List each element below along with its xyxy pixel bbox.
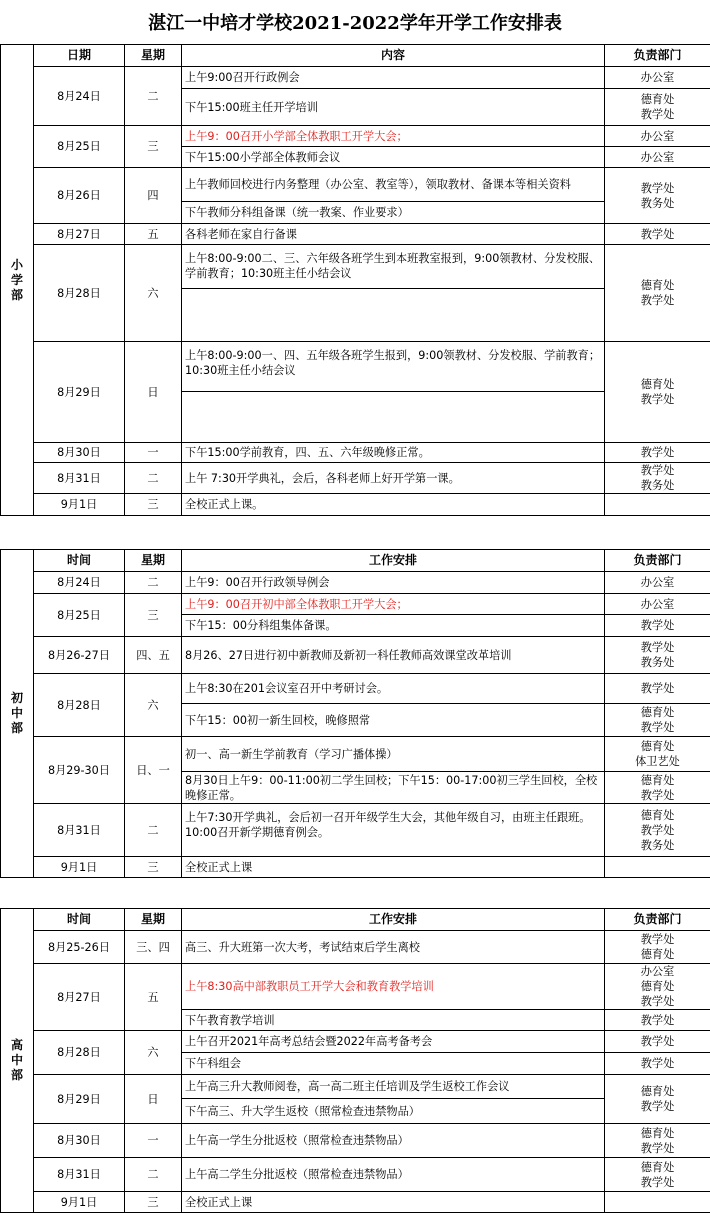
department-cell	[605, 594, 710, 615]
department-name: 教学处	[608, 1013, 707, 1028]
table-row	[1, 1124, 710, 1158]
department-cell	[605, 857, 710, 878]
department-name: 德育处	[608, 947, 707, 962]
junior-high-table	[0, 549, 710, 878]
content-cell: 下午15:00班主任开学培训	[182, 89, 605, 126]
date-cell: 8月28日	[34, 245, 125, 342]
department-name: 教务处	[608, 196, 707, 211]
department-name: 办公室	[608, 70, 707, 85]
department-name: 教学处	[608, 107, 707, 122]
department-name: 教学处	[608, 618, 707, 633]
department-name: 德育处	[608, 773, 707, 788]
department-cell	[605, 1124, 710, 1158]
weekday-cell: 三	[125, 494, 182, 516]
department-name: 教学处	[608, 1175, 707, 1190]
department-cell	[605, 67, 710, 89]
table-row	[1, 1031, 710, 1053]
table-row	[1, 245, 710, 289]
weekday-cell: 二	[125, 463, 182, 494]
department-cell	[605, 1053, 710, 1075]
table-row	[1, 463, 710, 494]
department-name: 教学处	[608, 681, 707, 696]
department-name: 德育处	[608, 739, 707, 754]
department-cell	[605, 1192, 710, 1213]
department-cell	[605, 637, 710, 674]
department-name: 教学处	[608, 1141, 707, 1156]
department-name: 教务处	[608, 655, 707, 670]
section-label-char: 部	[4, 288, 30, 303]
department-name: 教学处	[608, 932, 707, 947]
department-name: 教学处	[608, 1034, 707, 1049]
date-cell: 8月26-27日	[34, 637, 125, 674]
content-cell	[182, 289, 605, 342]
weekday-cell: 日、一	[125, 737, 182, 804]
content-cell: 上午9：00召开初中部全体教职工开学大会；	[182, 594, 605, 615]
department-cell	[605, 1158, 710, 1192]
department-name: 教学处	[608, 823, 707, 838]
table-row	[1, 1192, 710, 1213]
date-cell: 8月30日	[34, 1124, 125, 1158]
content-cell: 下午教育教学培训	[182, 1010, 605, 1031]
date-cell: 8月30日	[34, 443, 125, 463]
content-cell: 下午15：00分科组集体备课。	[182, 615, 605, 637]
department-cell	[605, 572, 710, 594]
content-cell: 上午8:00-9:00一、四、五年级各班学生报到，9:00领教材、分发校服、学前教育；10:30班主任小结会议	[182, 342, 605, 392]
table-row	[1, 67, 710, 89]
content-cell: 下午15：00初一新生回校，晚修照常	[182, 704, 605, 737]
column-header: 时间	[34, 550, 125, 572]
column-header: 星期	[125, 45, 182, 67]
weekday-cell: 四	[125, 168, 182, 224]
date-cell: 8月24日	[34, 572, 125, 594]
table-row	[1, 737, 710, 772]
content-cell	[182, 392, 605, 443]
column-header: 时间	[34, 909, 125, 931]
table-row	[1, 804, 710, 857]
department-cell	[605, 342, 710, 443]
content-cell: 上午高二学生分批返校（照常检查违禁物品）	[182, 1158, 605, 1192]
table-row	[1, 126, 710, 147]
department-name: 办公室	[608, 575, 707, 590]
date-cell: 8月27日	[34, 964, 125, 1031]
date-cell: 9月1日	[34, 857, 125, 878]
department-name: 德育处	[608, 979, 707, 994]
date-cell: 8月29日	[34, 1075, 125, 1124]
department-name: 教学处	[608, 640, 707, 655]
content-cell: 下午15:00学前教育，四、五、六年级晚修正常。	[182, 443, 605, 463]
section-label	[1, 45, 34, 516]
department-name: 教学处	[608, 445, 707, 460]
content-cell: 全校正式上课	[182, 857, 605, 878]
primary-school-table	[0, 44, 710, 516]
weekday-cell: 二	[125, 804, 182, 857]
weekday-cell: 四、五	[125, 637, 182, 674]
department-name: 办公室	[608, 597, 707, 612]
content-cell: 高三、升大班第一次大考，考试结束后学生离校	[182, 931, 605, 964]
weekday-cell: 日	[125, 342, 182, 443]
department-cell	[605, 1010, 710, 1031]
weekday-cell: 六	[125, 245, 182, 342]
content-cell: 初一、高一新生学前教育（学习广播体操）	[182, 737, 605, 772]
column-header: 工作安排	[182, 909, 605, 931]
section-label-char: 高	[4, 1038, 30, 1053]
weekday-cell: 三、四	[125, 931, 182, 964]
weekday-cell: 一	[125, 443, 182, 463]
department-name: 教学处	[608, 392, 707, 407]
content-cell: 上午高三升大教师阅卷，高一高二班主任培训及学生返校工作会议	[182, 1075, 605, 1099]
department-cell	[605, 224, 710, 245]
weekday-cell: 六	[125, 674, 182, 737]
date-cell: 9月1日	[34, 1192, 125, 1213]
department-cell	[605, 704, 710, 737]
content-cell: 上午9:00召开行政例会	[182, 67, 605, 89]
department-name: 教学处	[608, 720, 707, 735]
column-header: 日期	[34, 45, 125, 67]
table-row	[1, 494, 710, 516]
content-cell: 上午9：00召开小学部全体教职工开学大会；	[182, 126, 605, 147]
weekday-cell: 二	[125, 1158, 182, 1192]
content-cell: 上午7:30开学典礼，会后初一召开年级学生大会，其他年级自习，由班主任跟班。10:00召开新学期德育例会。	[182, 804, 605, 857]
date-cell: 8月28日	[34, 1031, 125, 1075]
department-cell	[605, 147, 710, 168]
department-cell	[605, 168, 710, 224]
department-name: 办公室	[608, 964, 707, 979]
table-row	[1, 224, 710, 245]
column-header: 星期	[125, 909, 182, 931]
department-name: 教学处	[608, 1056, 707, 1071]
department-cell	[605, 964, 710, 1010]
content-cell: 上午高一学生分批返校（照常检查违禁物品）	[182, 1124, 605, 1158]
table-row	[1, 964, 710, 1010]
date-cell: 8月28日	[34, 674, 125, 737]
department-cell	[605, 804, 710, 857]
header-row	[1, 909, 710, 931]
department-cell	[605, 463, 710, 494]
column-header: 负责部门	[605, 45, 710, 67]
table-row	[1, 342, 710, 392]
department-name: 德育处	[608, 705, 707, 720]
department-name: 办公室	[608, 150, 707, 165]
content-cell: 上午9：00召开行政领导例会	[182, 572, 605, 594]
page-title: 湛江一中培才学校2021-2022学年开学工作安排表	[0, 0, 710, 45]
content-cell: 8月26、27日进行初中新教师及新初一科任教师高效课堂改革培训	[182, 637, 605, 674]
weekday-cell: 五	[125, 964, 182, 1031]
department-name: 德育处	[608, 1126, 707, 1141]
content-cell: 下午高三、升大学生返校（照常检查违禁物品）	[182, 1099, 605, 1124]
weekday-cell: 三	[125, 857, 182, 878]
section-label-char: 学	[4, 273, 30, 288]
department-name: 教学处	[608, 227, 707, 242]
section-gap	[0, 886, 710, 908]
table-row	[1, 594, 710, 615]
content-cell: 上午 7:30开学典礼，会后，各科老师上好开学第一课。	[182, 463, 605, 494]
section-label-char: 部	[4, 721, 30, 736]
section-gap	[0, 529, 710, 549]
date-cell: 8月27日	[34, 224, 125, 245]
department-name: 教学处	[608, 1099, 707, 1114]
table-row	[1, 572, 710, 594]
department-cell	[605, 737, 710, 772]
date-cell: 8月31日	[34, 1158, 125, 1192]
section-label-char: 部	[4, 1068, 30, 1083]
table-row	[1, 1075, 710, 1099]
content-cell: 上午教师回校进行内务整理（办公室、教室等），领取教材、备课本等相关资料	[182, 168, 605, 202]
department-cell	[605, 89, 710, 126]
content-cell: 下午15:00小学部全体教师会议	[182, 147, 605, 168]
department-cell	[605, 245, 710, 342]
date-cell: 8月29日	[34, 342, 125, 443]
table-row	[1, 168, 710, 202]
date-cell: 8月24日	[34, 67, 125, 126]
section-label-char: 中	[4, 706, 30, 721]
date-cell: 8月31日	[34, 804, 125, 857]
table-row	[1, 674, 710, 704]
table-row	[1, 443, 710, 463]
date-cell: 8月25日	[34, 594, 125, 637]
department-name: 教学处	[608, 994, 707, 1009]
table-row	[1, 931, 710, 964]
department-cell	[605, 443, 710, 463]
weekday-cell: 三	[125, 126, 182, 168]
column-header: 内容	[182, 45, 605, 67]
section-label-char: 中	[4, 1053, 30, 1068]
date-cell: 8月25日	[34, 126, 125, 168]
content-cell: 全校正式上课。	[182, 494, 605, 516]
date-cell: 8月26日	[34, 168, 125, 224]
weekday-cell: 六	[125, 1031, 182, 1075]
department-name: 教务处	[608, 838, 707, 853]
section-label-char: 小	[4, 258, 30, 273]
section-label	[1, 909, 34, 1213]
date-cell: 8月31日	[34, 463, 125, 494]
column-header: 负责部门	[605, 550, 710, 572]
column-header: 星期	[125, 550, 182, 572]
table-row	[1, 637, 710, 674]
department-cell	[605, 126, 710, 147]
department-name: 德育处	[608, 377, 707, 392]
weekday-cell: 日	[125, 1075, 182, 1124]
content-cell: 8月30日上午9：00-11:00初二学生回校；下午15：00-17:00初三学生回校，全校晚修正常。	[182, 772, 605, 804]
date-cell: 8月29-30日	[34, 737, 125, 804]
department-name: 教务处	[608, 478, 707, 493]
department-name: 德育处	[608, 92, 707, 107]
department-name: 德育处	[608, 1160, 707, 1175]
department-name: 教学处	[608, 788, 707, 803]
weekday-cell: 五	[125, 224, 182, 245]
senior-high-table	[0, 908, 710, 1213]
content-cell: 上午召开2021年高考总结会暨2022年高考备考会	[182, 1031, 605, 1053]
department-name: 德育处	[608, 1084, 707, 1099]
department-name: 体卫艺处	[608, 754, 707, 769]
content-cell: 下午教师分科组备课（统一教案、作业要求）	[182, 202, 605, 224]
weekday-cell: 二	[125, 572, 182, 594]
department-name: 德育处	[608, 808, 707, 823]
department-cell	[605, 615, 710, 637]
department-cell	[605, 772, 710, 804]
header-row	[1, 550, 710, 572]
table-row	[1, 1158, 710, 1192]
section-label	[1, 550, 34, 878]
weekday-cell: 一	[125, 1124, 182, 1158]
department-name: 德育处	[608, 278, 707, 293]
content-cell: 各科老师在家自行备课	[182, 224, 605, 245]
department-cell	[605, 931, 710, 964]
department-cell	[605, 1075, 710, 1124]
content-cell: 下午科组会	[182, 1053, 605, 1075]
date-cell: 9月1日	[34, 494, 125, 516]
date-cell: 8月25-26日	[34, 931, 125, 964]
department-cell	[605, 674, 710, 704]
content-cell: 上午8:30在201会议室召开中考研讨会。	[182, 674, 605, 704]
column-header: 负责部门	[605, 909, 710, 931]
header-row	[1, 45, 710, 67]
department-name: 教学处	[608, 463, 707, 478]
content-cell: 上午8:30高中部教职员工开学大会和教育教学培训	[182, 964, 605, 1010]
content-cell: 全校正式上课	[182, 1192, 605, 1213]
section-label-char: 初	[4, 691, 30, 706]
weekday-cell: 二	[125, 67, 182, 126]
column-header: 工作安排	[182, 550, 605, 572]
department-name: 教学处	[608, 293, 707, 308]
table-row	[1, 857, 710, 878]
content-cell: 上午8:00-9:00二、三、六年级各班学生到本班教室报到，9:00领教材、分发校服、学前教育；10:30班主任小结会议	[182, 245, 605, 289]
weekday-cell: 三	[125, 594, 182, 637]
department-cell	[605, 1031, 710, 1053]
department-name: 办公室	[608, 129, 707, 144]
department-name: 教学处	[608, 181, 707, 196]
weekday-cell: 三	[125, 1192, 182, 1213]
department-cell	[605, 494, 710, 516]
